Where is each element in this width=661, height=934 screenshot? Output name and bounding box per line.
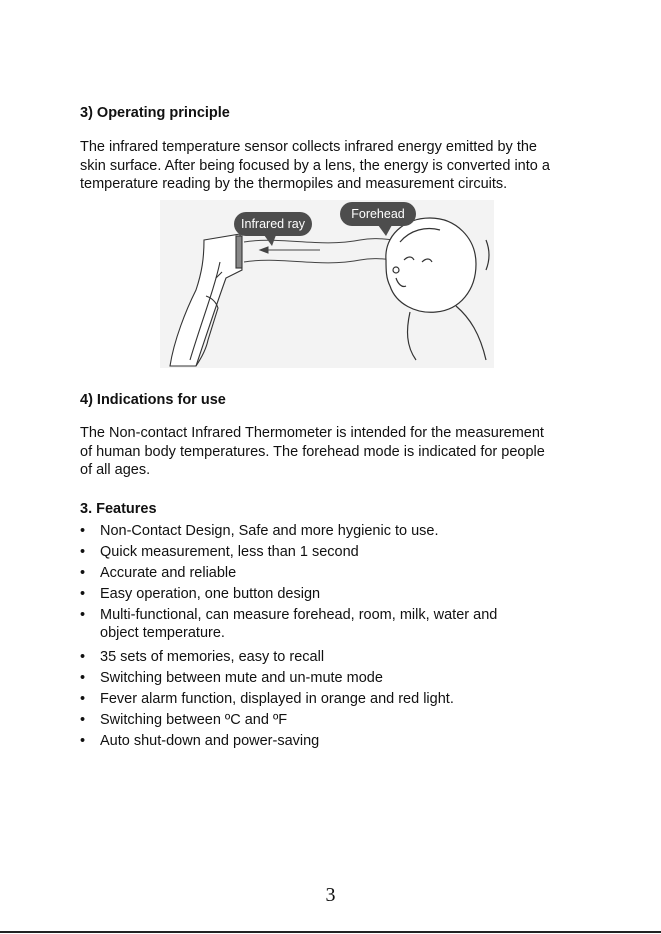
list-item: • Switching between mute and un-mute mode [80,670,383,686]
indications-paragraph [80,424,590,480]
bullet-icon: • [80,586,86,602]
features-list [80,522,497,753]
bullet-icon: • [80,523,86,539]
list-item: • 35 sets of memories, easy to recall [80,649,325,665]
list-item: • Non-Contact Design, Safe and more hygienic to use. [80,523,439,539]
operating-principle-paragraph [80,138,590,194]
bullet-icon: • [80,670,86,686]
list-item: • Auto shut-down and power-saving [80,733,320,749]
paragraph-line: The Non-contact Infrared Thermometer is intended for the measurement [80,425,544,441]
infrared-ray-label: Infrared ray [241,217,305,231]
paragraph-line: temperature reading by the thermopiles and measurement circuits. [80,176,508,192]
thermometer-illustration [160,200,494,368]
list-item: • Easy operation, one button design [80,586,321,602]
page-number: 3 [325,884,336,906]
paragraph-line: skin surface. After being focused by a lens, the energy is converted into a [80,157,550,174]
section-heading-operating-principle: 3) Operating principle [80,105,230,121]
bullet-icon: • [80,649,86,665]
section-heading-features: 3. Features [80,501,157,517]
list-item: • Fever alarm function, displayed in orange and red light. [80,691,454,707]
bottom-divider [0,931,661,933]
paragraph-line: The infrared temperature sensor collects infrared energy emitted by the [80,139,537,155]
list-item: • Accurate and reliable [80,565,237,581]
bullet-icon: • [80,607,86,623]
list-item: • Switching between ºC and ºF [80,712,288,728]
bullet-icon: • [80,712,86,728]
list-item: • Multi-functional, can measure forehead, room, milk, water and object temperature. [80,607,498,641]
section-heading-indications: 4) Indications for use [80,392,226,408]
bullet-icon: • [80,544,86,560]
bullet-icon: • [80,691,86,707]
paragraph-line: of all ages. [80,462,151,478]
list-item: • Quick measurement, less than 1 second [80,544,359,560]
paragraph-line: of human body temperatures. The forehead mode is indicated for people [80,443,545,460]
bullet-icon: • [80,565,86,581]
forehead-label: Forehead [351,207,405,221]
bullet-icon: • [80,733,86,749]
